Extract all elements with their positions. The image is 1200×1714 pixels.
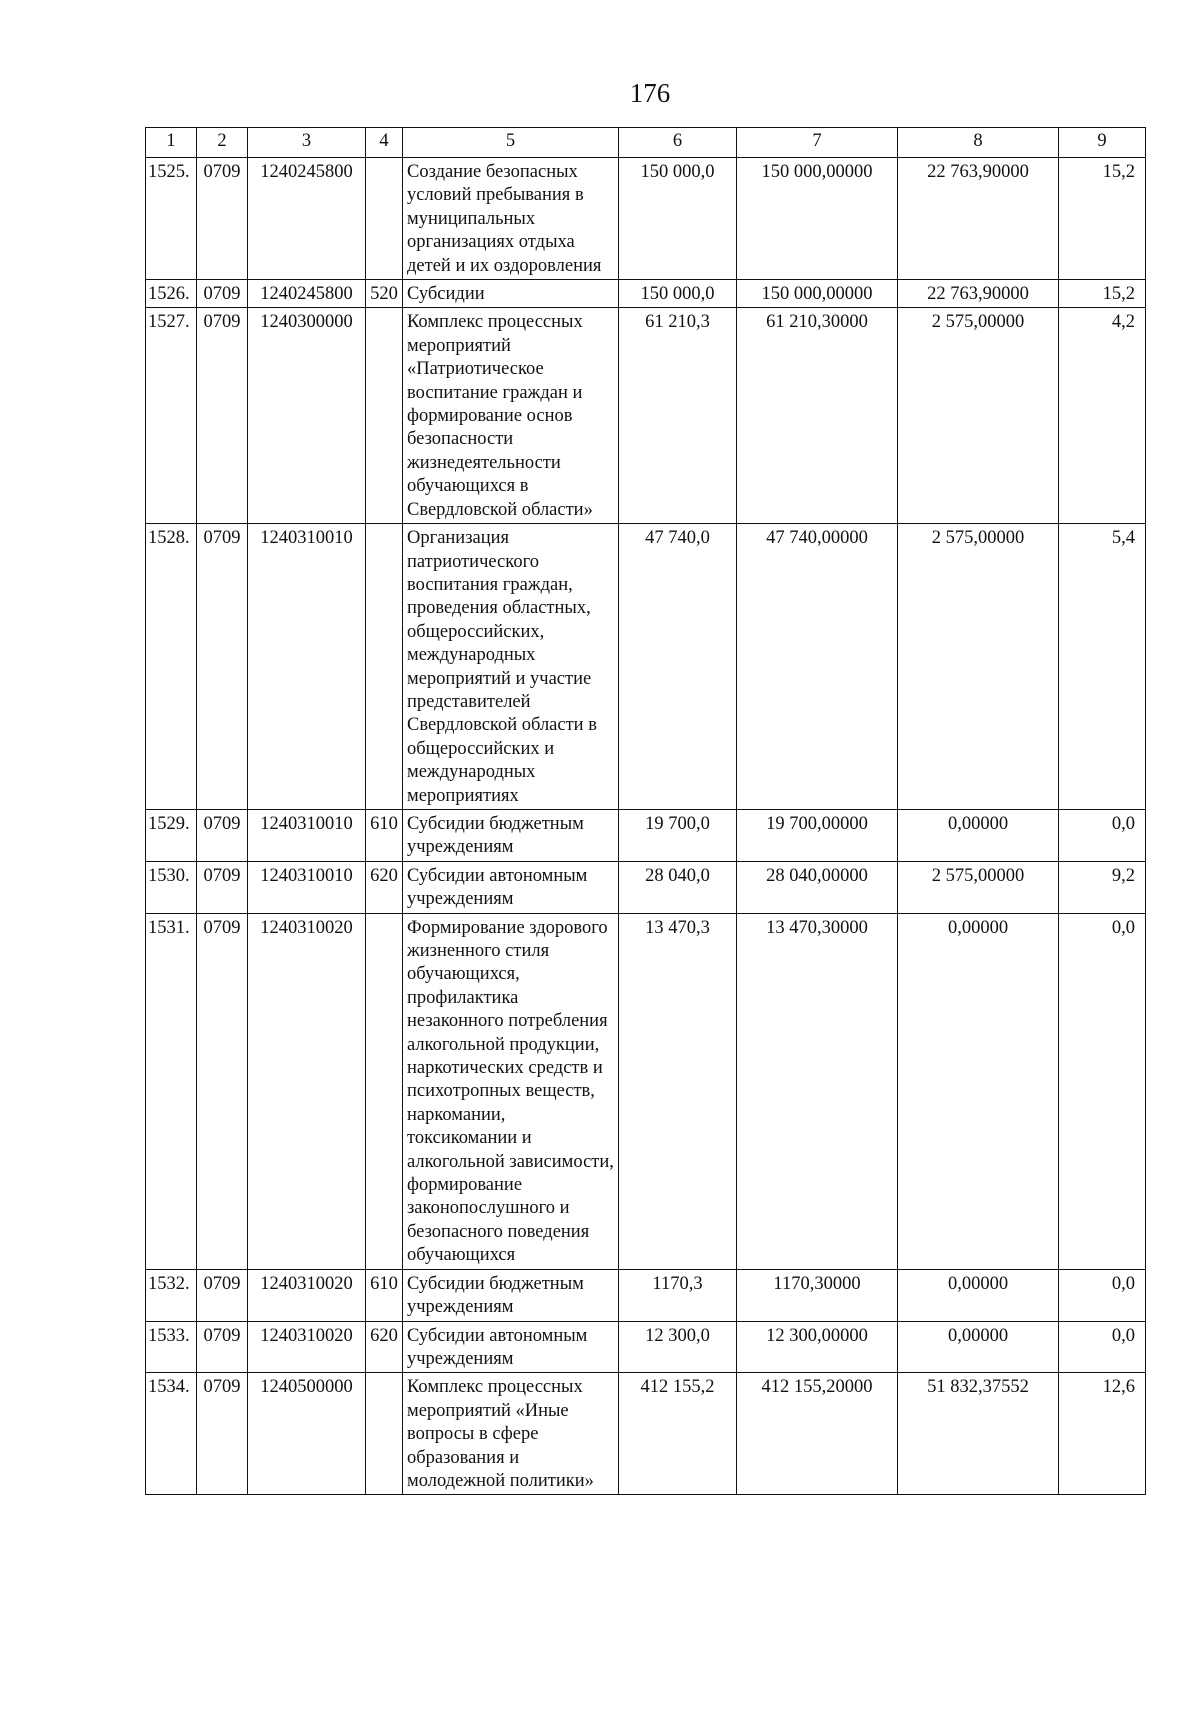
plan-amount: 150 000,00000 (737, 280, 898, 308)
header-cell: 3 (248, 128, 366, 158)
row-number: 1528. (146, 524, 197, 810)
item-name: Субсидии (403, 280, 619, 308)
executed-amount: 2 575,00000 (898, 308, 1059, 524)
execution-percent: 0,0 (1059, 809, 1146, 861)
plan-amount: 150 000,00000 (737, 158, 898, 280)
item-name: Субсидии автономным учреждениям (403, 861, 619, 913)
header-cell: 8 (898, 128, 1059, 158)
plan-amount: 19 700,00000 (737, 809, 898, 861)
header-row (146, 128, 1146, 158)
executed-amount: 0,00000 (898, 913, 1059, 1269)
item-name: Создание безопасных условий пребывания в муниципальных организациях отдыха детей и их оздоровления (403, 158, 619, 280)
item-name: Формирование здорового жизненного стиля обучающихся, профилактика незаконного потребления алкогольной продукции, наркотических средств и психотропных веществ, наркомании, токсикомании и алкогольной зависимости, формирование законопослушного и безопасного поведения обучающихся (403, 913, 619, 1269)
executed-amount: 0,00000 (898, 809, 1059, 861)
executed-amount: 0,00000 (898, 1321, 1059, 1373)
expense-type: 620 (366, 1321, 403, 1373)
expense-type: 610 (366, 809, 403, 861)
execution-percent: 0,0 (1059, 1269, 1146, 1321)
expense-type (366, 524, 403, 810)
target-code: 1240310010 (248, 809, 366, 861)
execution-percent: 12,6 (1059, 1373, 1146, 1495)
table-row (146, 1321, 1146, 1373)
table-row (146, 913, 1146, 1269)
target-code: 1240310020 (248, 1321, 366, 1373)
execution-percent: 15,2 (1059, 158, 1146, 280)
plan-amount: 47 740,00000 (737, 524, 898, 810)
table-row (146, 809, 1146, 861)
approved-amount: 150 000,0 (619, 158, 737, 280)
section-code: 0709 (197, 1321, 248, 1373)
item-name: Субсидии бюджетным учреждениям (403, 1269, 619, 1321)
table-row (146, 524, 1146, 810)
execution-percent: 5,4 (1059, 524, 1146, 810)
expense-type: 610 (366, 1269, 403, 1321)
item-name: Субсидии бюджетным учреждениям (403, 809, 619, 861)
row-number: 1526. (146, 280, 197, 308)
section-code: 0709 (197, 913, 248, 1269)
approved-amount: 1170,3 (619, 1269, 737, 1321)
item-name: Комплекс процессных мероприятий «Патриотическое воспитание граждан и формирование основ безопасности жизнедеятельности обучающихся в Свердловской области» (403, 308, 619, 524)
expense-type (366, 158, 403, 280)
budget-table (145, 127, 1146, 1495)
row-number: 1527. (146, 308, 197, 524)
execution-percent: 9,2 (1059, 861, 1146, 913)
row-number: 1529. (146, 809, 197, 861)
executed-amount: 0,00000 (898, 1269, 1059, 1321)
plan-amount: 61 210,30000 (737, 308, 898, 524)
section-code: 0709 (197, 280, 248, 308)
row-number: 1532. (146, 1269, 197, 1321)
plan-amount: 412 155,20000 (737, 1373, 898, 1495)
executed-amount: 51 832,37552 (898, 1373, 1059, 1495)
plan-amount: 28 040,00000 (737, 861, 898, 913)
row-number: 1534. (146, 1373, 197, 1495)
expense-type: 520 (366, 280, 403, 308)
approved-amount: 12 300,0 (619, 1321, 737, 1373)
expense-type (366, 308, 403, 524)
row-number: 1525. (146, 158, 197, 280)
expense-type: 620 (366, 861, 403, 913)
item-name: Организация патриотического воспитания граждан, проведения областных, общероссийских, международных мероприятий и участие представителей Свердловской области в общероссийских и международных мероприятиях (403, 524, 619, 810)
plan-amount: 13 470,30000 (737, 913, 898, 1269)
table-row (146, 308, 1146, 524)
approved-amount: 150 000,0 (619, 280, 737, 308)
section-code: 0709 (197, 809, 248, 861)
item-name: Комплекс процессных мероприятий «Иные вопросы в сфере образования и молодежной политики» (403, 1373, 619, 1495)
executed-amount: 2 575,00000 (898, 524, 1059, 810)
plan-amount: 12 300,00000 (737, 1321, 898, 1373)
approved-amount: 28 040,0 (619, 861, 737, 913)
section-code: 0709 (197, 1269, 248, 1321)
table-row (146, 158, 1146, 280)
header-cell: 5 (403, 128, 619, 158)
section-code: 0709 (197, 524, 248, 810)
row-number: 1530. (146, 861, 197, 913)
target-code: 1240300000 (248, 308, 366, 524)
section-code: 0709 (197, 308, 248, 524)
execution-percent: 0,0 (1059, 1321, 1146, 1373)
table-row (146, 1269, 1146, 1321)
section-code: 0709 (197, 1373, 248, 1495)
target-code: 1240245800 (248, 280, 366, 308)
executed-amount: 2 575,00000 (898, 861, 1059, 913)
plan-amount: 1170,30000 (737, 1269, 898, 1321)
target-code: 1240310010 (248, 524, 366, 810)
expense-type (366, 913, 403, 1269)
executed-amount: 22 763,90000 (898, 158, 1059, 280)
execution-percent: 0,0 (1059, 913, 1146, 1269)
approved-amount: 61 210,3 (619, 308, 737, 524)
header-cell: 6 (619, 128, 737, 158)
header-cell: 4 (366, 128, 403, 158)
approved-amount: 412 155,2 (619, 1373, 737, 1495)
row-number: 1531. (146, 913, 197, 1269)
header-cell: 7 (737, 128, 898, 158)
table-row (146, 861, 1146, 913)
approved-amount: 19 700,0 (619, 809, 737, 861)
target-code: 1240310020 (248, 913, 366, 1269)
header-cell: 9 (1059, 128, 1146, 158)
target-code: 1240500000 (248, 1373, 366, 1495)
page-number: 176 (629, 78, 671, 108)
target-code: 1240310010 (248, 861, 366, 913)
section-code: 0709 (197, 158, 248, 280)
table-row (146, 280, 1146, 308)
row-number: 1533. (146, 1321, 197, 1373)
execution-percent: 4,2 (1059, 308, 1146, 524)
table-row (146, 1373, 1146, 1495)
target-code: 1240310020 (248, 1269, 366, 1321)
section-code: 0709 (197, 861, 248, 913)
target-code: 1240245800 (248, 158, 366, 280)
approved-amount: 47 740,0 (619, 524, 737, 810)
executed-amount: 22 763,90000 (898, 280, 1059, 308)
header-cell: 2 (197, 128, 248, 158)
header-cell: 1 (146, 128, 197, 158)
execution-percent: 15,2 (1059, 280, 1146, 308)
approved-amount: 13 470,3 (619, 913, 737, 1269)
expense-type (366, 1373, 403, 1495)
item-name: Субсидии автономным учреждениям (403, 1321, 619, 1373)
